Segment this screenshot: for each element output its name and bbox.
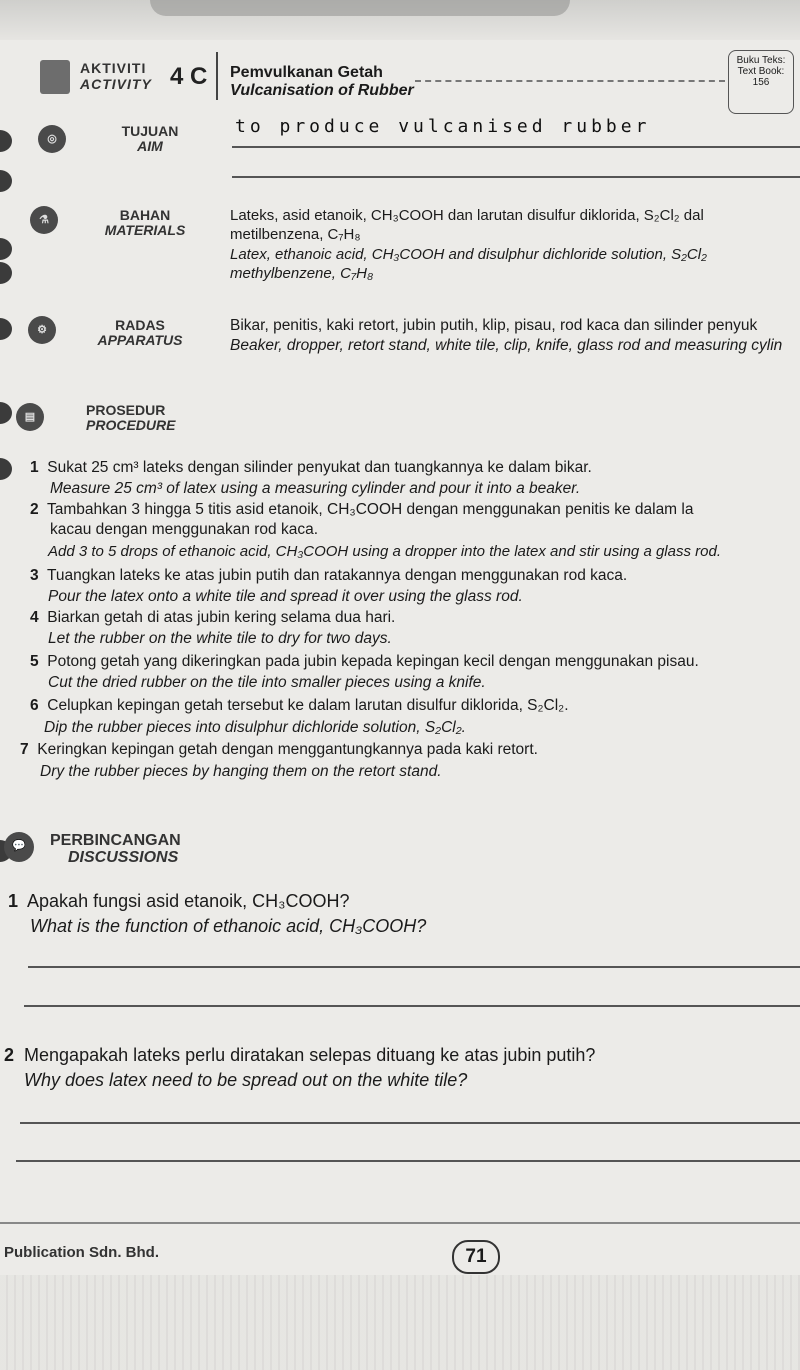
- textbook-label-en: Text Book:: [737, 66, 785, 77]
- textbook-page: 156: [752, 77, 770, 88]
- step-number: 5: [30, 653, 39, 670]
- question-text-ms: Apakah fungsi asid etanoik, CH₃COOH?: [27, 891, 350, 911]
- answer-line-2b: [16, 1160, 800, 1162]
- apparatus-label-en: APPARATUS: [97, 332, 183, 348]
- materials-ms-line1: Lateks, asid etanoik, CH₃COOH dan larutan disulfur diklorida, S₂Cl₂ dal: [230, 207, 704, 224]
- step-number: 2: [30, 501, 39, 518]
- procedure-step-3: [30, 566, 627, 586]
- question-text-ms: Mengapakah lateks perlu diratakan selepas dituang ke atas jubin putih?: [24, 1045, 596, 1065]
- discussion-label: [50, 832, 210, 866]
- page-number: 71: [452, 1240, 500, 1274]
- procedure-label-en: PROCEDURE: [86, 417, 176, 433]
- aim-label: [95, 124, 205, 154]
- discussion-label-ms: PERBINCANGAN: [50, 832, 181, 849]
- aim-icon: ◎: [38, 125, 66, 153]
- page-top-edge: [0, 0, 800, 40]
- materials-icon: ⚗: [30, 206, 58, 234]
- aim-label-ms: TUJUAN: [121, 123, 179, 139]
- answer-line-1a: [28, 966, 800, 968]
- discussion-question-2-en: Why does latex need to be spread out on the white tile?: [24, 1070, 468, 1090]
- materials-ms-line2: metilbenzena, C₇H₈: [230, 226, 361, 243]
- materials-label: [90, 208, 200, 238]
- title-en: Vulcanisation of Rubber: [230, 82, 414, 99]
- apparatus-icon: ⚙: [28, 316, 56, 344]
- materials-en-line1: Latex, ethanoic acid, CH₃COOH and disulphur dichloride solution, S₂Cl₂: [230, 246, 707, 263]
- step-text-ms: Tambahkan 3 hingga 5 titis asid etanoik, CH₃COOH dengan menggunakan penitis ke dalam la: [46, 501, 694, 518]
- answer-line-2a: [20, 1122, 800, 1124]
- aim-answer-line-2: [232, 176, 800, 178]
- procedure-step-5: [30, 652, 699, 672]
- textbook-label-ms: Buku Teks:: [736, 55, 786, 66]
- answer-line-1b: [24, 1005, 800, 1007]
- activity-number: 4 C: [170, 63, 208, 90]
- apparatus-ms: Bikar, penitis, kaki retort, jubin putih, klip, pisau, rod kaca dan silinder penyuk: [230, 317, 758, 334]
- title-leader-line: [415, 80, 725, 82]
- aim-answer-line-1: [232, 146, 800, 148]
- aim-label-en: AIM: [137, 138, 163, 154]
- discussion-icon: 💬: [4, 832, 34, 862]
- procedure-step-7-en: Dry the rubber pieces by hanging them on the retort stand.: [40, 763, 442, 780]
- page-bottom-texture: [0, 1275, 800, 1370]
- activity-label-ms: AKTIVITI: [80, 60, 147, 76]
- step-number: 7: [20, 741, 29, 758]
- step-text-ms: Sukat 25 cm³ lateks dengan silinder penyukat dan tuangkannya ke dalam bikar.: [47, 459, 592, 476]
- procedure-label-ms: PROSEDUR: [86, 402, 166, 418]
- textbook-reference-box: [728, 50, 794, 114]
- question-number: 2: [4, 1045, 15, 1065]
- step-text-ms: Potong getah yang dikeringkan pada jubin kepada kepingan kecil dengan menggunakan pisau.: [47, 653, 699, 670]
- step-text-ms: Biarkan getah di atas jubin kering selama dua hari.: [47, 609, 396, 626]
- question-number: 1: [8, 891, 19, 911]
- procedure-step-1-en: Measure 25 cm³ of latex using a measuring cylinder and pour it into a beaker.: [50, 480, 581, 497]
- activity-label: [80, 60, 152, 92]
- step-text-ms: Keringkan kepingan getah dengan menggantungkannya pada kaki retort.: [37, 741, 538, 758]
- discussion-label-en: DISCUSSIONS: [68, 849, 179, 866]
- discussion-question-2: [4, 1044, 595, 1067]
- procedure-step-4: [30, 608, 395, 628]
- discussion-question-1: [8, 890, 350, 913]
- procedure-icon: ▤: [16, 403, 44, 431]
- procedure-step-6-en: Dip the rubber pieces into disulphur dichloride solution, S₂Cl₂.: [44, 719, 466, 736]
- materials-label-en: MATERIALS: [104, 222, 186, 238]
- step-number: 6: [30, 697, 39, 714]
- discussion-question-1-en: What is the function of ethanoic acid, CH₃COOH?: [30, 916, 427, 936]
- procedure-step-5-en: Cut the dried rubber on the tile into smaller pieces using a knife.: [48, 674, 486, 691]
- procedure-step-2-en: Add 3 to 5 drops of ethanoic acid, CH₃COOH using a dropper into the latex and stir using a glass rod.: [48, 543, 721, 560]
- aim-answer-handwritten: to produce vulcanised rubber: [235, 116, 651, 137]
- procedure-step-6: [30, 696, 569, 716]
- header-divider: [216, 52, 218, 100]
- materials-label-ms: BAHAN: [119, 207, 171, 223]
- procedure-step-2: [30, 500, 693, 520]
- publisher-name: Publication Sdn. Bhd.: [4, 1244, 159, 1261]
- step-number: 3: [30, 567, 39, 584]
- step-number: 1: [30, 459, 39, 476]
- procedure-step-3-en: Pour the latex onto a white tile and spread it over using the glass rod.: [48, 588, 523, 605]
- step-text-ms: Celupkan kepingan getah tersebut ke dalam larutan disulfur diklorida, S₂Cl₂.: [47, 697, 569, 714]
- step-number: 4: [30, 609, 39, 626]
- procedure-label: [86, 403, 196, 433]
- procedure-step-1: [30, 458, 592, 478]
- apparatus-label-ms: RADAS: [115, 317, 165, 333]
- materials-en-line2: methylbenzene, C₇H₈: [230, 265, 374, 282]
- activity-icon: [40, 60, 70, 94]
- title-ms: Pemvulkanan Getah: [230, 64, 383, 81]
- apparatus-label: [85, 318, 195, 348]
- procedure-step-4-en: Let the rubber on the white tile to dry for two days.: [48, 630, 392, 647]
- procedure-step-7: [20, 740, 538, 760]
- activity-label-en: ACTIVITY: [80, 76, 152, 92]
- footer-rule: [0, 1222, 800, 1224]
- apparatus-en: Beaker, dropper, retort stand, white tile, clip, knife, glass rod and measuring cylin: [230, 337, 783, 354]
- procedure-step-2-ms-cont: kacau dengan menggunakan rod kaca.: [50, 521, 319, 538]
- step-text-ms: Tuangkan lateks ke atas jubin putih dan ratakannya dengan menggunakan rod kaca.: [46, 567, 628, 584]
